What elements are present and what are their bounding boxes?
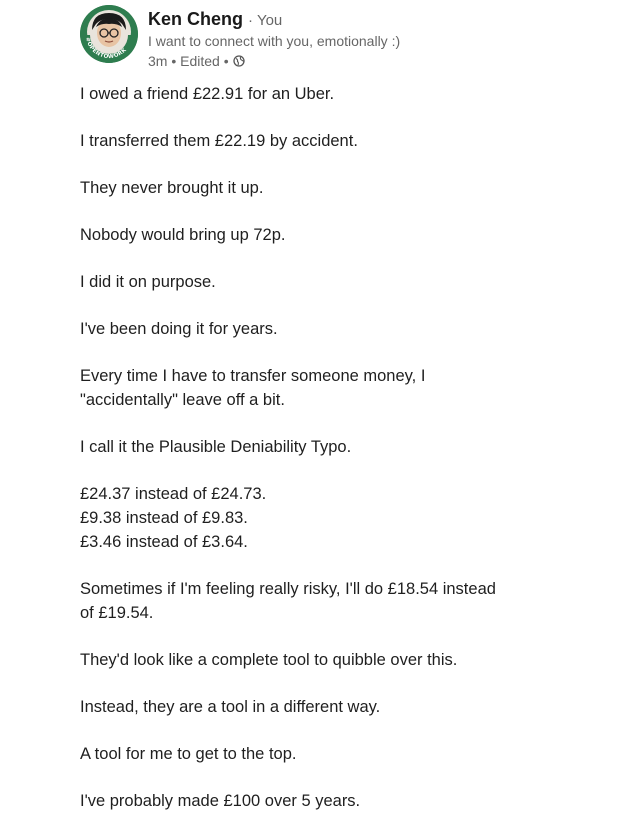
post-paragraph: I did it on purpose. [80, 273, 216, 291]
post-paragraph: A tool for me to get to the top. [80, 745, 297, 763]
post-paragraph: They'd look like a complete tool to quibble over this. [80, 651, 458, 669]
avatar-image [80, 5, 138, 63]
post-paragraph: I've been doing it for years. [80, 320, 278, 338]
post-header [80, 5, 600, 69]
globe-icon [233, 55, 245, 67]
separator-dot: · [248, 12, 257, 29]
post-paragraph: I owed a friend £22.91 for an Uber. [80, 85, 335, 103]
author-headline: I want to connect with you, emotionally :) [148, 33, 401, 49]
post-meta [148, 52, 245, 70]
post-paragraph: I've probably made £100 over 5 years. [80, 792, 361, 810]
post-paragraph: Nobody would bring up 72p. [80, 226, 286, 244]
post-paragraph: They never brought it up. [80, 179, 264, 197]
edited-label: Edited [180, 53, 220, 69]
post-body [80, 82, 550, 836]
post-paragraph: I call it the Plausible Deniability Typo. [80, 438, 352, 456]
connection-degree: You [256, 12, 283, 29]
post-time: 3m [148, 53, 168, 69]
avatar[interactable] [80, 5, 138, 63]
post-paragraph: Every time I have to transfer someone money, I "accidentally" leave off a bit. [80, 367, 426, 409]
post-paragraph: £24.37 instead of £24.73. £9.38 instead of £9.83. £3.46 instead of £3.64. [80, 485, 267, 551]
post-paragraph: Instead, they are a tool in a different way. [80, 698, 381, 716]
separator-dot: • [219, 53, 229, 69]
post-paragraph: I transferred them £22.19 by accident. [80, 132, 358, 150]
post-paragraph: Sometimes if I'm feeling really risky, I'll do £18.54 instead of £19.54. [80, 580, 496, 622]
separator-dot: • [167, 53, 181, 69]
author-name-line [148, 8, 282, 32]
opentowork-badge-text: #OPENTOWORK [84, 36, 128, 61]
author-name[interactable]: Ken Cheng [148, 9, 244, 29]
